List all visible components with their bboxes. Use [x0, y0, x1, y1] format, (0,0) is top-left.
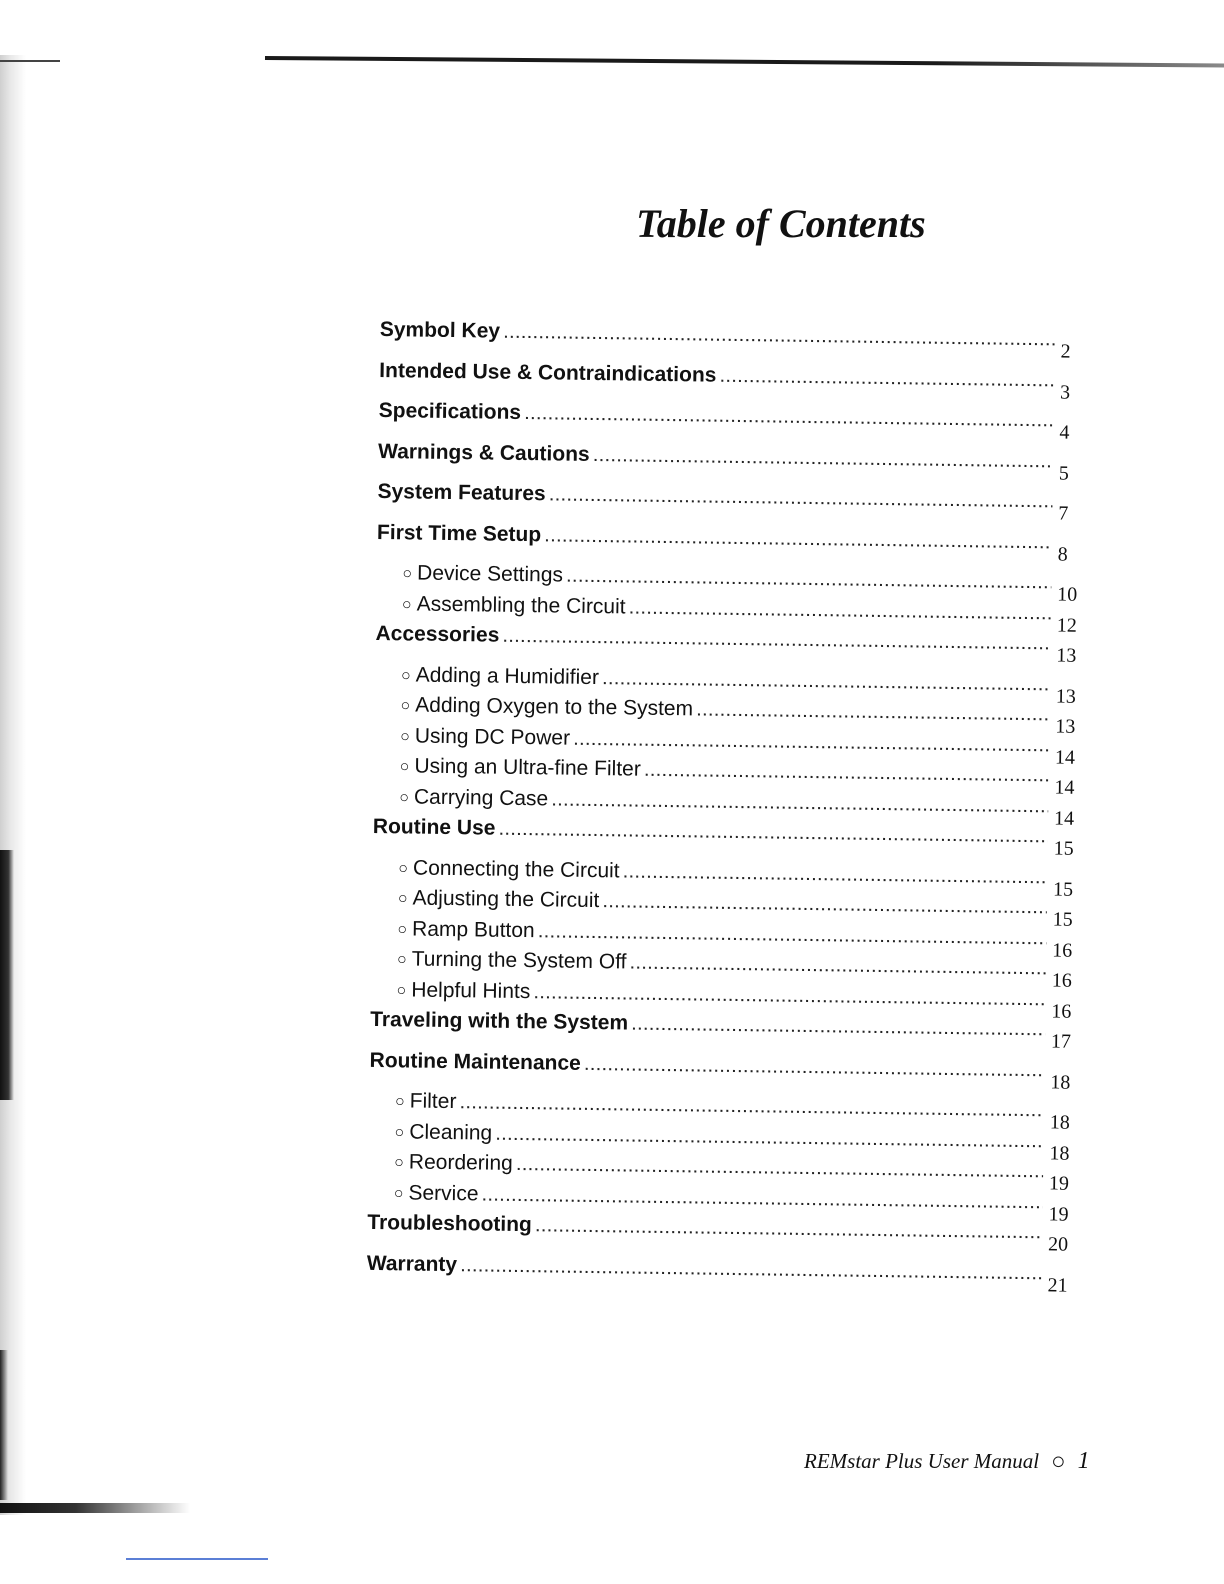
toc-entry-page: 2 — [1060, 340, 1071, 363]
toc-entry-label: ○ Adding a Humidifier — [401, 663, 599, 690]
dot-leader — [632, 1017, 1045, 1039]
toc-entry-label: ○ Adjusting the Circuit — [398, 886, 600, 913]
toc-entry-page: 18 — [1050, 1070, 1071, 1094]
toc-entry-page: 15 — [1052, 908, 1073, 931]
page-number: 1 — [1077, 1448, 1090, 1474]
toc-entry-page: 14 — [1054, 776, 1075, 799]
toc-entry-label: ○ Carrying Case — [399, 785, 548, 811]
dot-leader — [536, 1218, 1043, 1241]
toc-entry-page: 14 — [1054, 745, 1076, 769]
toc-entry-label: Routine Maintenance — [369, 1048, 581, 1075]
toc-entry-label: ○ Adding Oxygen to the System — [400, 693, 693, 721]
dot-leader — [461, 1258, 1042, 1282]
binding-shadow-dark-lower — [0, 1350, 8, 1500]
toc-entry-label: Intended Use & Contraindications — [379, 358, 717, 387]
toc-entry-page: 5 — [1058, 461, 1070, 485]
toc-entry-label: ○ Using DC Power — [400, 724, 570, 750]
toc-entry-label: ○ Device Settings — [402, 561, 563, 587]
top-rule — [265, 56, 1224, 68]
toc-entry-label: Accessories — [375, 621, 500, 647]
dot-leader — [645, 763, 1049, 785]
toc-entry-label: System Features — [377, 479, 546, 506]
toc-entry-page: 13 — [1055, 684, 1076, 708]
toc-entry-page: 8 — [1057, 542, 1068, 566]
dot-leader — [550, 487, 1053, 510]
bottom-blue-line — [126, 1558, 268, 1560]
dot-leader — [603, 894, 1047, 916]
dot-leader — [629, 600, 1051, 622]
table-of-contents — [366, 318, 1085, 1302]
toc-entry-page: 21 — [1047, 1273, 1068, 1297]
toc-entry-page: 4 — [1059, 421, 1070, 444]
toc-entry-page: 18 — [1049, 1141, 1070, 1165]
scan-edge-line — [0, 60, 60, 62]
toc-entry-label: ○ Cleaning — [394, 1120, 492, 1145]
toc-entry — [366, 1251, 1071, 1301]
toc-entry-label: ○ Ramp Button — [397, 917, 535, 943]
toc-entry-label: ○ Reordering — [394, 1150, 513, 1176]
dot-leader — [603, 671, 1050, 693]
toc-entry-page: 16 — [1051, 969, 1072, 992]
toc-entry-label: ○ Assembling the Circuit — [402, 592, 626, 619]
dot-leader — [539, 924, 1047, 947]
dot-leader — [720, 368, 1054, 389]
toc-entry-label: ○ Using an Ultra-fine Filter — [400, 754, 641, 781]
toc-entry-page: 7 — [1058, 502, 1069, 525]
toc-entry-page: 12 — [1056, 613, 1077, 637]
page-title: Table of Contents — [636, 201, 926, 246]
page-footer — [804, 1448, 1090, 1475]
toc-entry-label: ○ Filter — [395, 1089, 457, 1114]
bottom-scan-edge — [0, 1503, 190, 1513]
toc-entry-label: ○ Helpful Hints — [396, 978, 530, 1004]
circle-icon: ○ — [1051, 1449, 1066, 1475]
dot-leader — [623, 864, 1047, 886]
toc-entry-page: 19 — [1048, 1202, 1069, 1226]
dot-leader — [585, 1056, 1045, 1078]
toc-entry-page: 13 — [1056, 644, 1077, 667]
toc-entry-label: Warnings & Cautions — [377, 439, 590, 466]
toc-entry-label: Symbol Key — [379, 318, 501, 343]
toc-entry-label: Warranty — [366, 1251, 458, 1276]
toc-entry-label: ○ Service — [394, 1181, 479, 1206]
toc-entry-page: 16 — [1051, 999, 1072, 1023]
toc-entry-page: 15 — [1052, 877, 1074, 901]
toc-entry-label: Routine Use — [372, 814, 496, 840]
dot-leader — [503, 629, 1050, 653]
toc-entry-label: ○ Connecting the Circuit — [398, 856, 620, 883]
toc-entry-page: 14 — [1053, 806, 1075, 830]
manual-name: REMstar Plus User Manual — [804, 1449, 1040, 1473]
dot-leader — [574, 731, 1049, 754]
toc-entry-label: First Time Setup — [376, 520, 542, 546]
toc-entry-page: 16 — [1052, 938, 1073, 962]
toc-entry-page: 19 — [1048, 1172, 1070, 1195]
toc-entry-page: 3 — [1059, 381, 1071, 404]
toc-entry-label: Traveling with the System — [370, 1007, 629, 1035]
binding-shadow-dark — [0, 850, 14, 1100]
dot-leader — [517, 1157, 1044, 1180]
dot-leader — [499, 822, 1048, 846]
toc-entry-label: Specifications — [378, 398, 522, 424]
toc-entry-label: Troubleshooting — [367, 1210, 533, 1237]
toc-entry-page: 13 — [1055, 715, 1076, 738]
dot-leader — [594, 447, 1054, 469]
dot-leader — [552, 792, 1048, 815]
toc-entry-label: ○ Turning the System Off — [397, 947, 627, 974]
dot-leader — [697, 702, 1050, 723]
binding-shadow — [0, 55, 26, 1515]
dot-leader — [482, 1187, 1042, 1211]
dot-leader — [534, 985, 1045, 1008]
dot-leader — [567, 569, 1052, 592]
dot-leader — [630, 956, 1046, 978]
dot-leader — [525, 406, 1054, 429]
toc-entry-page: 17 — [1050, 1030, 1072, 1053]
dot-leader — [504, 325, 1055, 349]
dot-leader — [496, 1126, 1044, 1150]
toc-entry-page: 15 — [1053, 837, 1074, 860]
toc-entry-page: 18 — [1049, 1111, 1070, 1134]
dot-leader — [460, 1095, 1044, 1119]
dot-leader — [545, 528, 1052, 551]
toc-entry-page: 10 — [1057, 583, 1078, 606]
toc-entry-page: 20 — [1047, 1233, 1069, 1256]
